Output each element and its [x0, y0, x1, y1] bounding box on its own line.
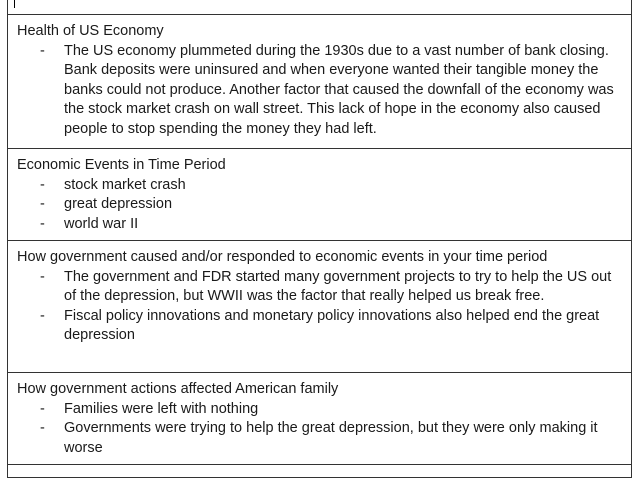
table-cell-family-effects[interactable]	[8, 373, 631, 465]
list-item	[17, 419, 623, 458]
section-heading: Health of US Economy	[17, 23, 164, 39]
bullet-list	[17, 400, 623, 459]
list-item-text: stock market crash	[64, 176, 186, 193]
list-item-text: Governments were trying to help the great depression, but they were only making it worse	[64, 420, 598, 456]
bullet-dash: -	[40, 42, 45, 59]
list-item-text: world war II	[64, 215, 139, 232]
section-heading: Economic Events in Time Period	[17, 157, 226, 173]
text-cursor	[14, 0, 15, 8]
list-item	[17, 268, 623, 307]
list-item	[17, 42, 623, 140]
list-item-text: The US economy plummeted during the 1930s due to a vast number of bank closing. Bank deposits were uninsured and when everyone wanted their tangible money the banks could not produce. Another factor that caused the downfall of the economy was the stock market crash on wall street. This lack of hope in the economy also caused people to stop spending the money they had left.	[64, 42, 614, 137]
bullet-dash: -	[40, 307, 45, 324]
bullet-dash: -	[40, 268, 45, 285]
list-item	[17, 176, 623, 196]
bullet-list	[17, 176, 623, 235]
section-heading: How government actions affected American family	[17, 381, 339, 397]
table-cell-government-response[interactable]	[8, 241, 631, 373]
list-item	[17, 215, 623, 235]
section-heading: How government caused and/or responded to economic events in your time period	[17, 249, 548, 265]
list-item-text: The government and FDR started many government projects to try to help the US out of the depression, but WWII was the factor that really helped us break free.	[64, 268, 612, 304]
bullet-list	[17, 268, 623, 346]
list-item-text: Families were left with nothing	[64, 400, 259, 417]
table-cell-empty[interactable]	[8, 465, 631, 477]
list-item-text: great depression	[64, 196, 173, 212]
table-cell-economic-events[interactable]	[8, 149, 631, 241]
bullet-dash: -	[40, 400, 45, 417]
bullet-dash: -	[40, 215, 45, 232]
table-top-row[interactable]	[8, 0, 631, 15]
bullet-dash: -	[40, 420, 45, 436]
table-cell-health-of-economy[interactable]	[8, 15, 631, 149]
list-item	[17, 307, 623, 346]
list-item-text: Fiscal policy innovations and monetary policy innovations also helped end the great depression	[64, 307, 600, 343]
bullet-dash: -	[40, 196, 45, 212]
document-table	[7, 0, 632, 478]
bullet-list	[17, 42, 623, 140]
list-item	[17, 400, 623, 420]
bullet-dash: -	[40, 176, 45, 193]
list-item	[17, 195, 623, 215]
